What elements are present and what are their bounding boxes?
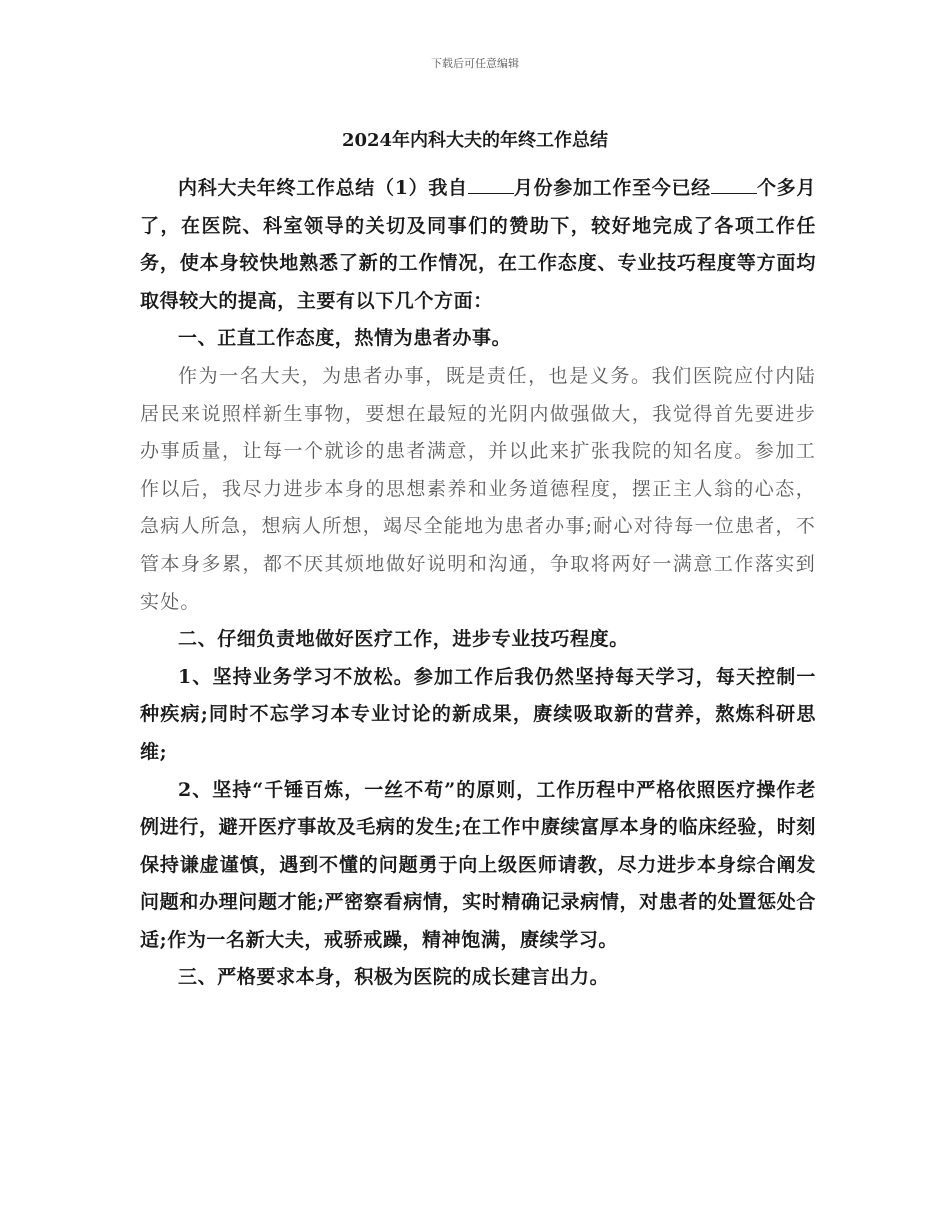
section2-item2: 2、坚持“千锤百炼，一丝不苟”的原则，工作历程中严格依照医疗操作老例进行，避开医疗事故及毛病的发生;在工作中赓续富厚本身的临床经验，时刻保持谦虚谨慎，遇到不懂的问题勇于向上级医师请教，尽力进步本身综合阐发问题和办理问题才能;严密察看病情，实时精确记录病情，对患者的处置惩处合适;作为一名新大夫，戒骄戒躁，精神饱满，赓续学习。 <box>140 778 816 951</box>
section1-body: 作为一名大夫，为患者办事，既是责任，也是义务。我们医院应付内陆居民来说照样新生事物，要想在最短的光阴内做强做大，我觉得首先要进步办事质量，让每一个就诊的患者满意，并以此来扩张我院的知名度。参加工作以后，我尽力进步本身的思想素养和业务道德程度，摆正主人翁的心态，急病人所急，想病人所想，竭尽全能地为患者办事;耐心对待每一位患者，不管本身多累，都不厌其烦地做好说明和沟通，争取将两好一满意工作落实到实处。 <box>140 364 816 613</box>
section2-item1: 1、坚持业务学习不放松。参加工作后我仍然坚持每天学习，每天控制一种疾病;同时不忘学习本专业讨论的新成果，赓续吸取新的营养，熬炼科研思维; <box>140 665 816 763</box>
intro-text-part2: 月份参加工作至今已经 <box>513 177 711 199</box>
section1-heading: 一、正直工作态度，热情为患者办事。 <box>178 327 512 350</box>
fill-blank-month <box>468 192 514 194</box>
section2-heading: 二、仔细负责地做好医疗工作，进步专业技巧程度。 <box>178 628 629 651</box>
document-body <box>140 170 816 997</box>
page-header-note: 下载后可任意编辑 <box>431 57 519 70</box>
intro-text-part3: 个多月了，在医院、科室领导的关切及同事们的赞助下，较好地完成了各项工作任务，使本身较快地熟悉了新的工作情况，在工作态度、专业技巧程度等方面均取得较大的提高，主要有以下几个方面： <box>140 177 816 312</box>
section3-heading: 三、严格要求本身，积极为医院的成长建言出力。 <box>178 966 610 989</box>
document-title: 2024年内科大夫的年终工作总结 <box>341 130 609 151</box>
intro-paragraph <box>140 170 816 320</box>
intro-text-part1: 内科大夫年终工作总结（1）我自 <box>178 177 468 199</box>
fill-blank-count <box>711 192 757 194</box>
